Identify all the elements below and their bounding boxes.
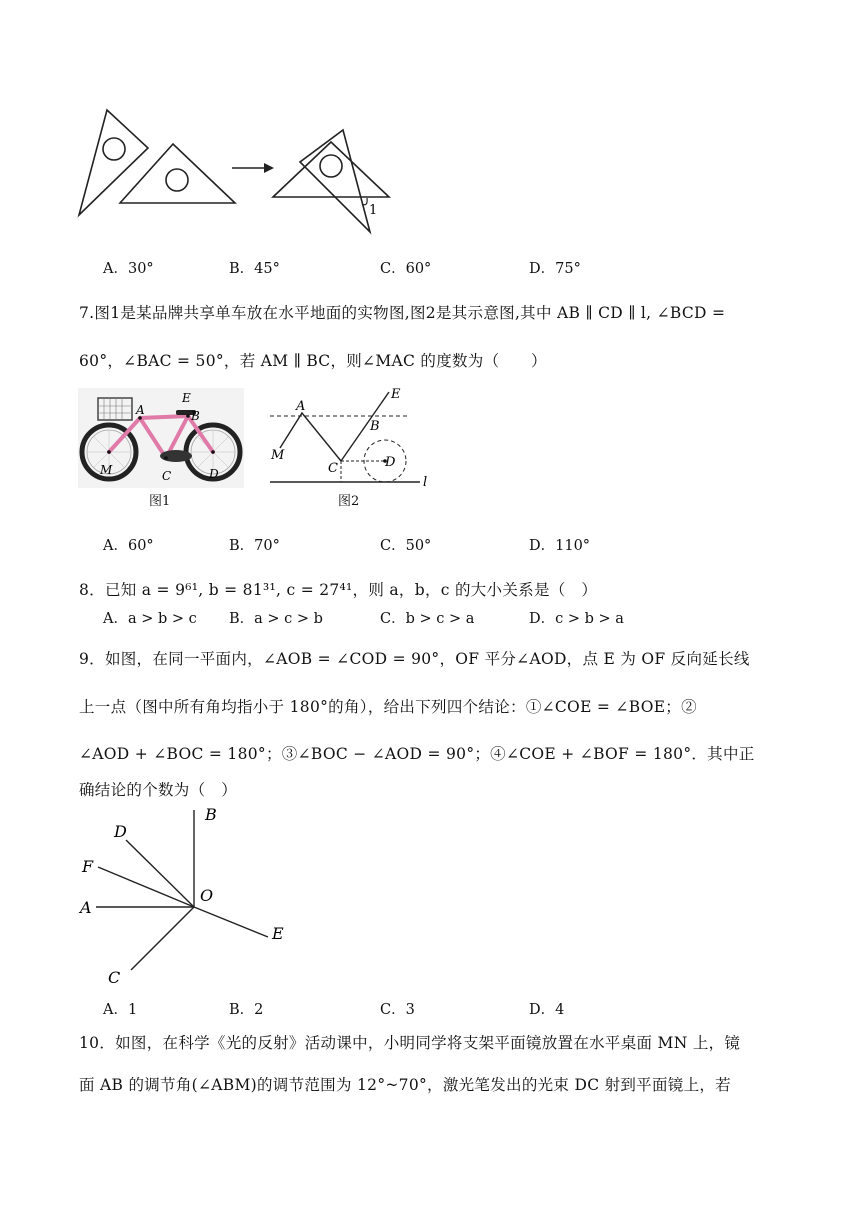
label-a: A xyxy=(80,898,92,917)
q9-option-b[interactable]: B．2 xyxy=(229,1002,264,1018)
q9-stem-line-2: 上一点（图中所有角均指小于 180°的角），给出下列四个结论：①∠COE = ∠BOE；② xyxy=(79,698,697,716)
ray-oc xyxy=(131,907,194,970)
left-set-square-2 xyxy=(120,144,235,203)
fig2-caption: 图2 xyxy=(338,494,360,509)
fig1-label-d: D xyxy=(209,467,219,481)
angle-1-arc xyxy=(362,198,367,205)
fig1-label-e: E xyxy=(182,391,191,405)
q6-triangles-figure xyxy=(70,100,400,240)
fig2-label-a: A xyxy=(296,399,306,414)
q6-option-d[interactable]: D．75° xyxy=(529,261,581,277)
left-hole-2 xyxy=(166,169,188,191)
angle-1-label: 1 xyxy=(369,203,378,218)
q9-stem-line-4: 确结论的个数为（ ） xyxy=(79,781,238,799)
label-o: O xyxy=(200,886,214,905)
q9-stem-line-1: 9．如图，在同一平面内，∠AOB = ∠COD = 90°，OF 平分∠AOD，点 E 为 OF 反向延长线 xyxy=(79,650,750,668)
q9-stem-line-3: ∠AOD + ∠BOC = 180°；③∠BOC − ∠AOD = 90°；④∠COE + ∠BOF = 180°．其中正 xyxy=(79,745,755,763)
q9-option-d[interactable]: D．4 xyxy=(529,1002,565,1018)
fig1-caption: 图1 xyxy=(149,494,171,509)
fig2-label-m: M xyxy=(271,448,285,463)
label-d: D xyxy=(114,822,127,841)
q8-option-c[interactable]: C．b > c > a xyxy=(380,611,475,627)
fig1-label-a: A xyxy=(136,403,145,417)
q9-option-a[interactable]: A．1 xyxy=(103,1002,138,1018)
q10-stem-line-2: 面 AB 的调节角(∠ABM)的调节范围为 12°~70°，激光笔发出的光束 DC 射到平面镜上，若 xyxy=(79,1076,731,1094)
fig1-label-b: B xyxy=(191,409,200,423)
fig2-label-l: l xyxy=(423,475,428,490)
left-hole-1 xyxy=(103,138,125,160)
q7-option-b[interactable]: B．70° xyxy=(229,538,280,554)
fig2-label-d: D xyxy=(385,455,396,470)
q10-stem-line-1: 10．如图，在科学《光的反射》活动课中，小明同学将支架平面镜放置在水平桌面 MN 上，镜 xyxy=(79,1034,741,1052)
right-hole xyxy=(320,155,342,177)
q8-option-d[interactable]: D．c > b > a xyxy=(529,611,624,627)
q7-bicycle-photo xyxy=(78,388,244,488)
left-set-square-1 xyxy=(79,110,148,215)
q6-option-c[interactable]: C．60° xyxy=(380,261,432,277)
q9-rays-figure xyxy=(76,800,296,995)
fig2-label-b: B xyxy=(370,419,380,434)
fig2-label-c: C xyxy=(328,461,338,476)
q6-option-a[interactable]: A．30° xyxy=(103,261,154,277)
label-c: C xyxy=(108,968,121,987)
fig2-label-e: E xyxy=(391,387,401,402)
label-f: F xyxy=(82,857,94,876)
q7-stem-line-1: 7.图1是某品牌共享单车放在水平地面的实物图,图2是其示意图,其中 AB ∥ CD ∥ l, ∠BCD = xyxy=(79,304,726,322)
q8-option-a[interactable]: A．a > b > c xyxy=(103,611,197,627)
ray-oe xyxy=(194,907,268,937)
right-set-square-1 xyxy=(273,142,389,197)
q9-option-c[interactable]: C．3 xyxy=(380,1002,415,1018)
q7-stem-line-2: 60°，∠BAC = 50°，若 AM ∥ BC，则∠MAC 的度数为（ ） xyxy=(79,352,547,370)
label-e: E xyxy=(272,924,284,943)
q7-schematic-figure xyxy=(265,380,440,490)
fig1-label-m: M xyxy=(100,463,113,477)
q7-option-a[interactable]: A．60° xyxy=(103,538,154,554)
label-b: B xyxy=(205,805,217,824)
fig1-label-c: C xyxy=(162,469,172,483)
q8-stem: 8．已知 a = 9⁶¹, b = 81³¹, c = 27⁴¹，则 a，b，c 的大小关系是（ ） xyxy=(79,581,598,599)
ray-od xyxy=(126,840,194,907)
q7-option-c[interactable]: C．50° xyxy=(380,538,432,554)
q8-option-b[interactable]: B．a > c > b xyxy=(229,611,323,627)
q7-option-d[interactable]: D．110° xyxy=(529,538,591,554)
line-c-e xyxy=(341,392,389,461)
q6-option-b[interactable]: B．45° xyxy=(229,261,280,277)
ray-of xyxy=(98,867,194,907)
path-m-a-c xyxy=(280,413,341,461)
arrow-head xyxy=(264,163,274,173)
